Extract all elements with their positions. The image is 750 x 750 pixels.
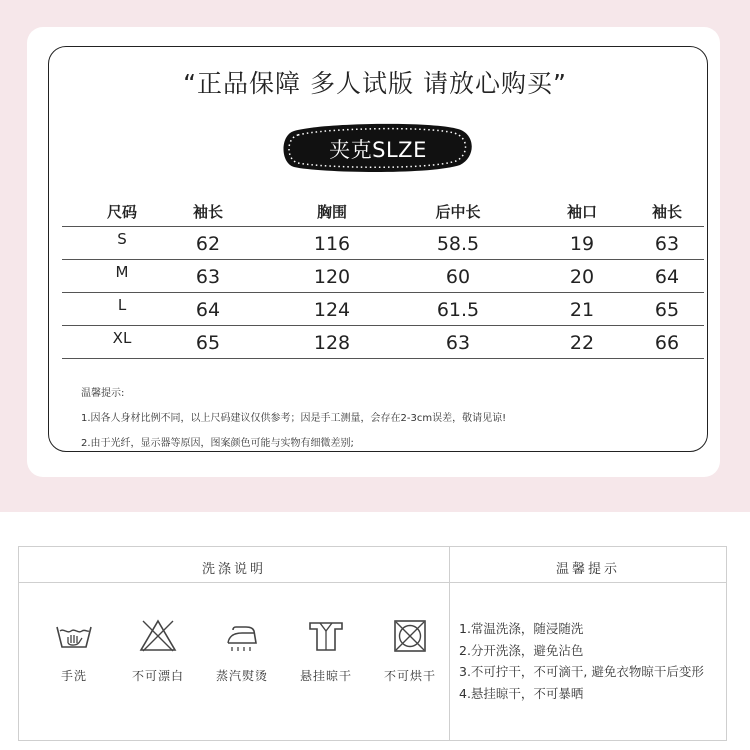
table-cell: 21	[569, 299, 595, 321]
wash-instructions-title: 洗涤说明	[201, 562, 266, 577]
headline: “正品保障 多人试版 请放心购买”	[183, 69, 567, 98]
wash-label-hang-dry: 悬挂晾干	[299, 669, 352, 683]
wash-label-no-bleach: 不可漂白	[131, 669, 184, 683]
tip-line: 3.不可拧干，不可滴干, 避免衣物晾干后变形	[459, 664, 704, 679]
notes-line-1: 1.因各人身材比例不同，以上尺码建议仅供参考；因是手工测量，会存在2-3cm误差，敬请见谅!	[81, 413, 507, 424]
table-cell: 61.5	[436, 299, 480, 321]
care-tips	[459, 618, 704, 704]
size-table-header	[62, 193, 704, 226]
table-cell: L	[117, 296, 127, 314]
header-cuff: 袖口	[566, 203, 598, 221]
table-cell: 120	[313, 266, 351, 288]
notes-title: 温馨提示:	[81, 388, 125, 399]
hand-wash-icon	[54, 619, 94, 653]
wash-item-hang-dry	[291, 619, 361, 684]
tip-line: 1.常温洗涤，随浸随洗	[459, 621, 584, 636]
table-cell: 20	[569, 266, 595, 288]
table-cell: 19	[569, 233, 595, 255]
header-chest: 胸围	[316, 203, 348, 221]
table-row	[62, 292, 704, 325]
wash-item-no-bleach	[123, 619, 193, 684]
table-cell: 22	[569, 332, 595, 354]
hang-dry-icon	[306, 619, 346, 653]
wash-label-steam-iron: 蒸汽熨烫	[215, 669, 268, 683]
size-notes	[81, 384, 506, 459]
table-cell: 65	[654, 299, 680, 321]
table-row	[62, 325, 704, 359]
notes-line-2: 2.由于光纤，显示器等原因，图案颜色可能与实物有细微差别;	[81, 438, 354, 449]
table-cell: 63	[445, 332, 471, 354]
table-cell: 63	[654, 233, 680, 255]
wash-label-no-tumble-dry: 不可烘干	[383, 669, 436, 683]
table-row	[62, 259, 704, 292]
table-cell: 63	[195, 266, 221, 288]
table-cell: M	[115, 263, 129, 281]
header-size: 尺码	[106, 203, 138, 221]
wash-item-no-tumble-dry	[375, 619, 445, 684]
table-cell: XL	[112, 329, 132, 347]
wash-label-hand-wash: 手洗	[60, 669, 87, 683]
wash-item-steam-iron	[207, 619, 277, 684]
product-badge	[280, 121, 476, 175]
care-header-line	[19, 582, 726, 583]
table-cell: 58.5	[436, 233, 480, 255]
table-cell: 116	[313, 233, 351, 255]
table-cell: 128	[313, 332, 351, 354]
table-cell: 65	[195, 332, 221, 354]
tip-line: 4.悬挂晾干，不可暴晒	[459, 685, 584, 701]
tip-line: 2.分开洗涤，避免沾色	[459, 642, 584, 658]
table-cell: 62	[195, 233, 221, 255]
table-row	[62, 226, 704, 259]
care-panel	[18, 546, 727, 741]
header-sleeve: 袖长	[192, 203, 224, 221]
table-cell: 64	[195, 299, 221, 321]
badge-label: 夹克SLZE	[329, 138, 427, 162]
tips-title: 温馨提示	[555, 562, 620, 577]
header-sleeve-2: 袖长	[651, 203, 683, 221]
table-cell: 64	[654, 266, 680, 288]
header-back-length: 后中长	[435, 203, 481, 221]
table-cell: S	[117, 230, 127, 248]
size-table	[62, 193, 704, 359]
no-bleach-icon	[138, 619, 178, 653]
table-cell: 124	[313, 299, 351, 321]
no-tumble-dry-icon	[390, 619, 430, 653]
wash-item-hand-wash	[39, 619, 109, 684]
table-cell: 66	[654, 332, 680, 354]
steam-iron-icon	[222, 619, 262, 653]
table-cell: 60	[445, 266, 471, 288]
